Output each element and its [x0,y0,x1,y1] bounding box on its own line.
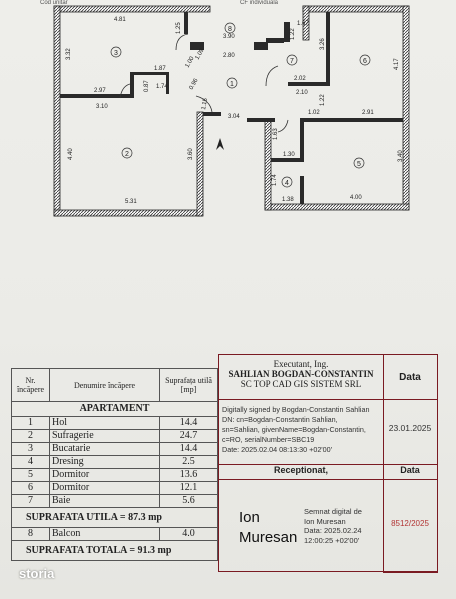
top-snippet-1: Cod unitar [40,0,68,6]
receptionat-data-header: Data [400,465,420,475]
col-name-header: Denumire încăpere [50,369,160,402]
dim: 2.97 [94,88,106,94]
dim: 1.09 [194,47,206,61]
digital-signature-receptionat: Semnat digital de Ion Muresan Data: 2025.02.24 12:00:25 +02'00' [304,507,362,545]
dim: 3.04 [228,114,240,120]
dim: 1.87 [154,66,166,72]
dim: 4.17 [394,58,400,70]
room-marker-7: 7 [290,58,294,65]
signature-block [218,354,438,572]
room-marker-8: 8 [228,26,232,33]
dim: 3.60 [188,148,194,160]
table-row: 2 Sufragerie 24.7 [12,430,218,443]
room-marker-6: 6 [363,58,367,65]
table-row: 6 Dormitor 12.1 [12,482,218,495]
room-marker-5: 5 [357,161,361,168]
dim: 1.63 [273,128,279,140]
dim: 5.31 [125,199,137,205]
dim: 2.02 [294,76,306,82]
dim: 4.81 [114,17,126,23]
dim: 4.00 [350,195,362,201]
room-marker-2: 2 [125,151,129,158]
dim: 3.90 [223,34,235,40]
table-row: 3 Bucatarie 14.4 [12,443,218,456]
room-marker-4: 4 [285,180,289,187]
dim: 1.02 [308,110,320,116]
dim: 3.32 [66,48,72,60]
executant-title [219,355,383,399]
top-snippet-2: CF individuala [240,0,279,6]
entrance-arrow [216,138,224,150]
room-marker-1: 1 [230,81,234,88]
data-header: Data [399,372,421,383]
col-nr-header: Nr. încăpere [12,369,50,402]
dim: 1.15 [201,97,209,111]
dim: 1.25 [176,22,182,34]
dim: 3.26 [320,38,326,50]
dim: 2.10 [296,90,308,96]
executant-date: 23.01.2025 [388,423,432,433]
dimension-labels [66,17,404,205]
registration-number: 8512/2025 [391,519,429,528]
room-marker-3: 3 [114,50,118,57]
dim: 0.87 [144,80,150,92]
dim: 1.74 [272,174,278,186]
dim: 1.74 [156,84,168,90]
dim: 2.91 [362,110,374,116]
table-row: 4 Dresing 2.5 [12,456,218,469]
dim: 2.80 [223,53,235,59]
table-row: 1 Hol 14.4 [12,417,218,430]
receptionat-first-name: Ion [239,509,260,526]
dim: 1.00 [184,55,196,69]
executant-name: SAHLIAN BOGDAN-CONSTANTIN [228,369,374,379]
dim: 1.30 [283,152,295,158]
suprafata-totala: SUPRAFATA TOTALA = 91.3 mp [12,541,218,561]
digital-signature-executant: Digitally signed by Bogdan-Constantin Sahlian DN: cn=Bogdan-Constantin Sahlian, sn=Sahlian, givenName=Bogdan-Constantin, c=RO, serialNumber=SBC19 Date: 2025.02.04 08:13:30 +02'00' [222,405,370,454]
table-row: 7 Baie 5.6 [12,495,218,508]
executant-company: SC TOP CAD GIS SISTEM SRL [240,379,362,389]
room-markers [111,23,370,187]
suprafata-utila: SUPRAFATA UTILA = 87.3 mp [12,508,218,528]
col-area-header: Suprafața utilă [mp] [160,369,218,402]
rooms-table [11,368,218,561]
dim: 1.22 [320,94,326,106]
interior-walls [60,12,403,204]
executant-line1: Executant, Ing. [273,359,329,369]
dim: 1.38 [282,197,294,203]
dim: 4.40 [68,148,74,160]
section-title: APARTAMENT [12,402,218,417]
table-row-balcon: 8 Balcon 4.0 [12,528,218,541]
receptionat-label: Receptionat, [273,465,328,475]
storia-watermark: storia [19,566,55,581]
dim: 1.22 [290,28,296,40]
receptionat-last-name: Muresan [239,529,298,546]
table-row: 5 Dormitor 13.6 [12,469,218,482]
dim: 3.40 [398,150,404,162]
dim: 0.96 [188,77,200,91]
dim: 1.67 [297,21,309,27]
dim: 3.10 [96,104,108,110]
